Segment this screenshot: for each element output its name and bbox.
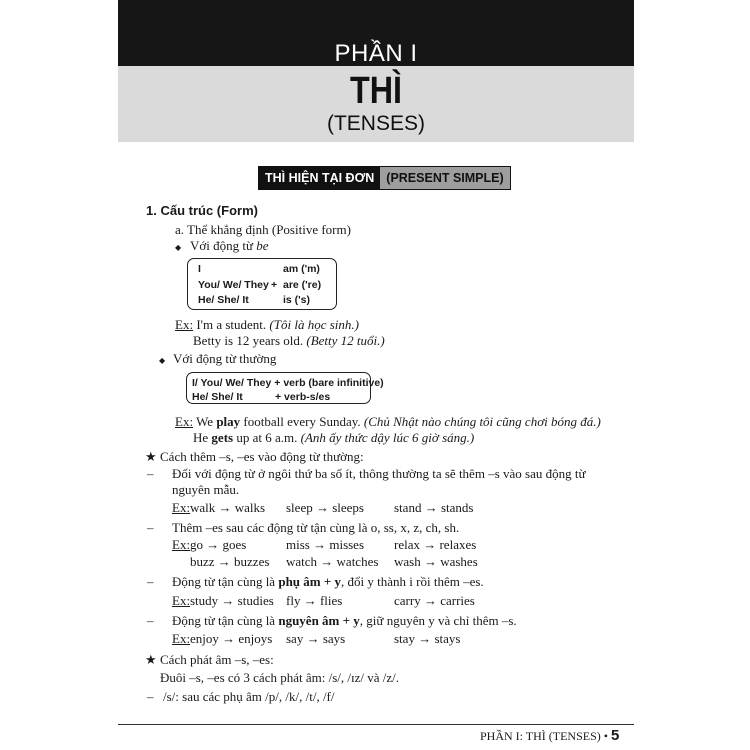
- example-line: [175, 414, 601, 429]
- regular-verb-table: [186, 372, 384, 404]
- example-verb: play: [216, 414, 241, 429]
- chapter-subtitle: (TENSES): [326, 112, 425, 135]
- rule-1-text-cont: nguyên mẫu.: [172, 482, 240, 497]
- chapter-title: THÌ: [349, 70, 403, 112]
- rule-text: Động từ tận cùng là: [172, 613, 279, 628]
- example-word: relax → relaxes: [394, 537, 477, 552]
- example-en: up at 6 a.m.: [233, 430, 298, 445]
- example-label: Ex:: [172, 500, 191, 515]
- be-conjugation-table: [187, 258, 337, 310]
- example-label: Ex:: [172, 631, 191, 646]
- pronunciation-heading: Cách phát âm –s, –es:: [160, 652, 274, 667]
- example-en: We: [196, 414, 217, 429]
- example-word: walk → walks: [190, 500, 266, 515]
- rule-emphasis: phụ âm + y: [278, 574, 342, 589]
- example-word: fly → flies: [286, 593, 343, 608]
- dash-bullet: –: [147, 466, 154, 481]
- example-word: study → studies: [190, 593, 274, 608]
- positive-form-label: a. Thể khẳng định (Positive form): [175, 222, 351, 237]
- example-line: [193, 430, 474, 445]
- rule-text: , giữ nguyên y và chỉ thêm –s.: [359, 613, 517, 628]
- example-en: Betty is 12 years old.: [193, 333, 304, 348]
- example-word: watch → watches: [286, 554, 379, 569]
- example-word: carry → carries: [394, 593, 475, 608]
- dash-bullet: –: [147, 520, 154, 535]
- rule-emphasis: nguyên âm + y: [278, 613, 360, 628]
- example-word: stand → stands: [394, 500, 474, 515]
- part-label: PHẦN I: [334, 40, 418, 67]
- example-line: [193, 333, 385, 348]
- banner-vi: THÌ HIỆN TẠI ĐƠN: [259, 167, 380, 189]
- example-word: sleep → sleeps: [286, 500, 364, 515]
- example-word: go → goes: [190, 537, 247, 552]
- example-word: stay → stays: [394, 631, 461, 646]
- section-banner: [258, 166, 511, 190]
- example-word: say → says: [286, 631, 346, 646]
- example-word: miss → misses: [286, 537, 365, 552]
- example-en: I'm a student.: [196, 317, 267, 332]
- example-label: Ex:: [172, 537, 191, 552]
- with-be-text: Với động từ: [190, 238, 257, 253]
- add-s-heading: Cách thêm –s, –es vào động từ thường:: [160, 449, 364, 464]
- footer-rule: [118, 724, 634, 725]
- be-row-subject: You/ We/ They: [198, 279, 269, 291]
- with-regular-verb-label: Với động từ thường: [173, 351, 277, 366]
- be-row-verb: am ('m): [283, 263, 320, 275]
- pronunciation-line: /s/: sau các phụ âm /p/, /k/, /t/, /f/: [163, 689, 335, 704]
- be-word: be: [256, 238, 269, 253]
- diamond-icon: ◆: [159, 356, 166, 365]
- rule-text: , đổi y thành i rồi thêm –es.: [341, 574, 484, 589]
- example-verb: gets: [211, 430, 234, 445]
- rule-4-text: [172, 613, 517, 628]
- diamond-icon: ◆: [175, 243, 182, 252]
- footer-bullet: •: [603, 729, 608, 743]
- regular-row-1: I/ You/ We/ They + verb (bare infinitive): [192, 377, 384, 389]
- be-row-subject: I: [198, 263, 201, 275]
- dash-bullet: –: [147, 689, 154, 704]
- example-word: wash → washes: [394, 554, 478, 569]
- example-label: Ex:: [175, 414, 194, 429]
- running-footer: [480, 728, 619, 744]
- be-row-verb: is ('s): [283, 294, 311, 306]
- regular-row-2-subject: He/ She/ It: [192, 391, 243, 403]
- rule-2-text: Thêm –es sau các động từ tận cùng là o, ss, x, z, ch, sh.: [172, 520, 460, 535]
- page-number: 5: [610, 727, 620, 744]
- example-line: [175, 317, 359, 332]
- regular-row-2-verb: + verb-s/es: [275, 391, 331, 403]
- example-word: buzz → buzzes: [190, 554, 270, 569]
- banner-en: (PRESENT SIMPLE): [380, 167, 509, 189]
- star-icon: ★: [145, 652, 157, 667]
- pronunciation-line: Đuôi –s, –es có 3 cách phát âm: /s/, /ɪz/ và /z/.: [160, 670, 399, 685]
- example-vi: (Betty 12 tuổi.): [306, 333, 385, 348]
- example-en: football every Sunday.: [240, 414, 361, 429]
- section-heading-form: 1. Cấu trúc (Form): [146, 203, 258, 218]
- example-vi: (Chủ Nhật nào chúng tôi cũng chơi bóng đá.): [363, 414, 601, 429]
- star-icon: ★: [145, 449, 157, 464]
- be-row-subject: He/ She/ It: [198, 294, 249, 306]
- with-be-label: [190, 238, 269, 253]
- rule-1-text: Đối với động từ ở ngôi thứ ba số ít, thông thường ta sẽ thêm –s vào sau động từ: [172, 466, 586, 481]
- be-row-verb: are ('re): [283, 279, 322, 291]
- example-label: Ex:: [175, 317, 194, 332]
- dash-bullet: –: [147, 613, 154, 628]
- be-row-plus: +: [271, 279, 278, 291]
- footer-label: PHẦN I: THÌ (TENSES): [480, 729, 601, 743]
- example-vi: (Anh ấy thức dậy lúc 6 giờ sáng.): [300, 430, 475, 445]
- example-label: Ex:: [172, 593, 191, 608]
- example-word: enjoy → enjoys: [190, 631, 273, 646]
- rule-text: Động từ tận cùng là: [172, 574, 279, 589]
- example-en: He: [193, 430, 212, 445]
- dash-bullet: –: [147, 574, 154, 589]
- rule-3-text: [172, 574, 484, 589]
- example-vi: (Tôi là học sinh.): [269, 317, 359, 332]
